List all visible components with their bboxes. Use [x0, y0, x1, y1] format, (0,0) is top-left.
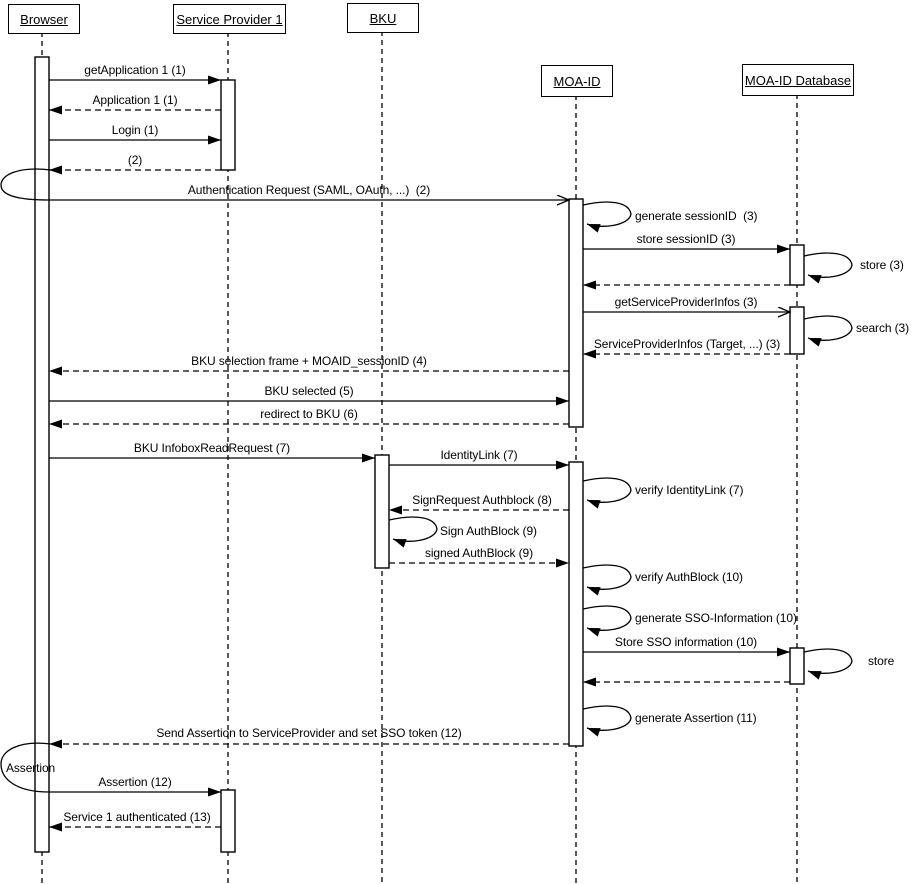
activation-db-store-sso	[790, 648, 804, 684]
loop-verify-identity-link	[583, 478, 631, 502]
actor-service-provider-1-label: Service Provider 1	[176, 11, 283, 27]
activation-service-provider-2	[221, 790, 235, 852]
loop-generate-assertion	[583, 706, 631, 730]
label-bku-selection: BKU selection frame + MOAID_sessionID (4)	[191, 354, 427, 368]
label-get-sp-infos: getServiceProviderInfos (3)	[614, 295, 758, 309]
label-service-authenticated: Service 1 authenticated (13)	[63, 810, 211, 824]
label-redirect-bku: redirect to BKU (6)	[260, 407, 358, 421]
actor-bku-label: BKU	[369, 10, 397, 26]
loop-sign-authblock	[389, 517, 437, 541]
label-store-sso: Store SSO information (10)	[614, 635, 758, 649]
label-sign-authblock: Sign AuthBlock (9)	[440, 524, 537, 538]
label-bku-infobox: BKU InfoboxReadRequest (7)	[133, 441, 291, 455]
actor-service-provider-1	[173, 4, 286, 34]
self-loops	[389, 202, 852, 730]
loop-verify-authblock	[583, 565, 631, 589]
loop-store-plain	[804, 649, 852, 673]
activation-db-search	[790, 307, 804, 354]
label-store-3: store (3)	[860, 258, 904, 272]
activation-service-provider-1	[221, 80, 235, 170]
loop-generate-sso	[583, 606, 631, 630]
label-generate-assertion: generate Assertion (11)	[635, 711, 757, 725]
activation-bku	[375, 455, 389, 568]
label-verify-authblock: verify AuthBlock (10)	[635, 570, 743, 584]
actor-moa-id-label: MOA-ID	[553, 73, 601, 89]
label-assertion-loop: Assertion	[6, 761, 56, 775]
label-sp-infos: ServiceProviderInfos (Target, ...) (3)	[593, 337, 781, 351]
label-search-3: search (3)	[856, 321, 910, 335]
activation-moa-id-1	[569, 199, 583, 427]
activation-db-store	[790, 245, 804, 285]
actor-moa-id-database	[742, 64, 854, 96]
loop-store-3	[804, 253, 852, 277]
label-identity-link: IdentityLink (7)	[440, 448, 518, 462]
actor-browser	[8, 4, 80, 34]
label-auth-request: Authentication Request (SAML, OAuth, ...) (2)	[187, 183, 431, 197]
label-send-assertion: Send Assertion to ServiceProvider and set SSO token (12)	[156, 726, 462, 740]
activation-browser	[35, 57, 49, 852]
label-application: Application 1 (1)	[92, 93, 178, 107]
activation-moa-id-2	[569, 462, 583, 746]
label-store-session-id: store sessionID (3)	[636, 232, 736, 246]
label-sign-request: SignRequest Authblock (8)	[412, 493, 552, 507]
loop-search-3	[804, 316, 852, 340]
loop-generate-session-id	[583, 202, 631, 226]
actor-moa-id-database-label: MOA-ID Database	[744, 72, 852, 88]
label-generate-session-id: generate sessionID (3)	[635, 209, 758, 223]
label-store-plain: store	[868, 654, 895, 668]
label-verify-identity-link: verify IdentityLink (7)	[635, 483, 744, 497]
label-get-application: getApplication 1 (1)	[84, 63, 186, 77]
actor-moa-id	[541, 65, 613, 97]
label-login: Login (1)	[111, 123, 159, 137]
label-return-2: (2)	[127, 153, 143, 167]
actor-bku	[347, 3, 419, 33]
label-bku-selected: BKU selected (5)	[264, 384, 354, 398]
label-generate-sso: generate SSO-Information (10)	[635, 611, 797, 625]
label-assertion: Assertion (12)	[98, 775, 172, 789]
label-signed-authblock: signed AuthBlock (9)	[424, 546, 534, 560]
actor-browser-label: Browser	[20, 11, 68, 27]
